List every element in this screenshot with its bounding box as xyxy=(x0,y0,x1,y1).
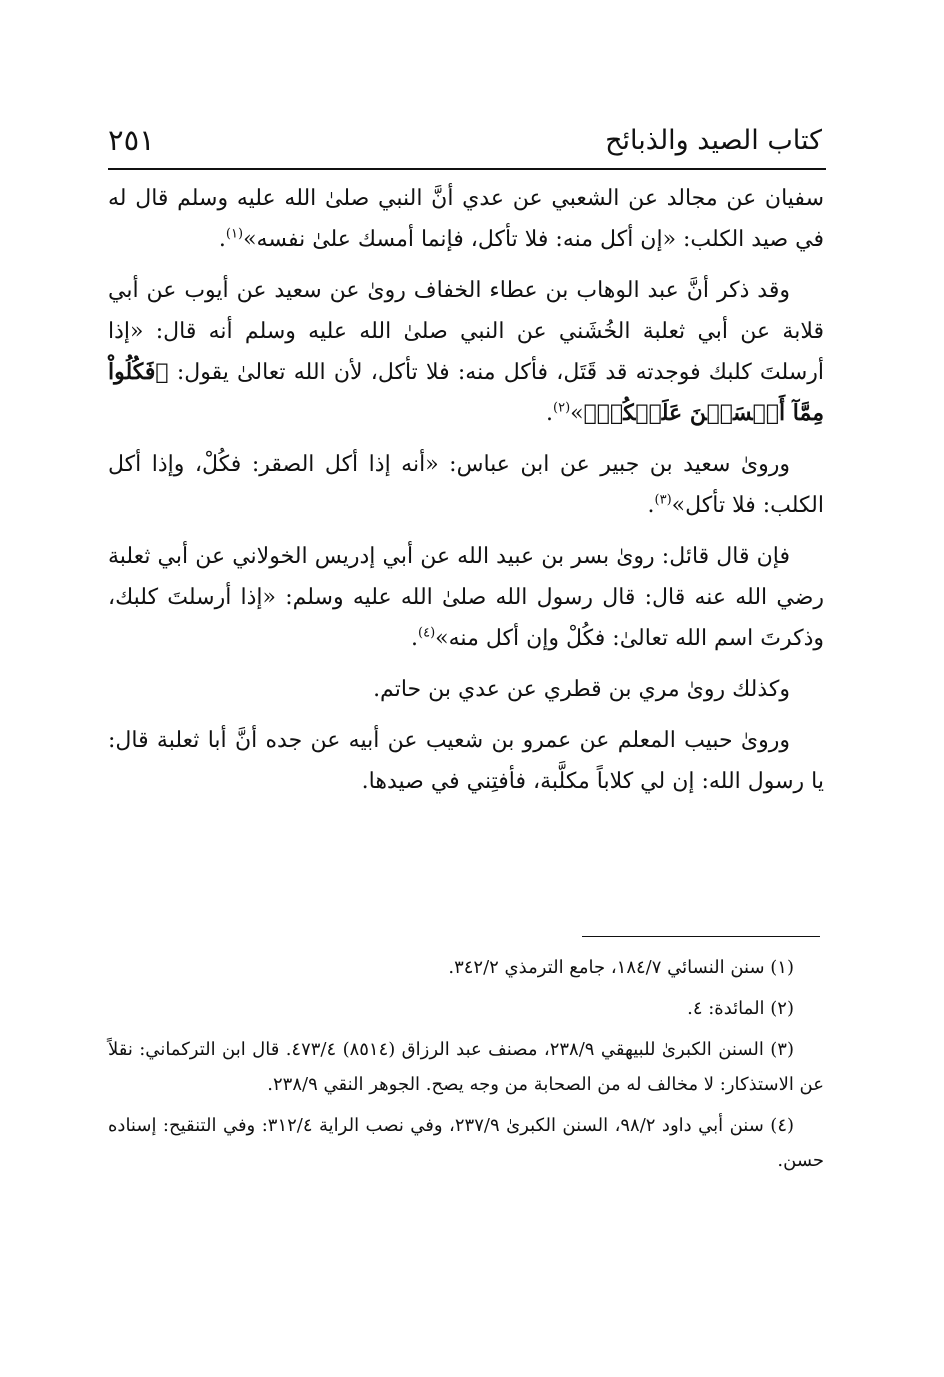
paragraph-6 xyxy=(108,720,824,802)
footnote-2: (٢) المائدة: ٤. xyxy=(687,998,794,1019)
footnote-ref-2: (٢) xyxy=(553,400,571,416)
footnote-ref-3: (٣) xyxy=(654,492,672,508)
footnote-4: (٤) سنن أبي داود ٩٨/٢، السنن الكبرىٰ ٢٣٧/٩، وفي نصب الراية ٣١٢/٤: وفي التنقيح: إسناده حسن. xyxy=(108,1115,824,1171)
paragraph-text: وقد ذكر أنَّ عبد الوهاب بن عطاء الخفاف روىٰ عن سعيد عن أيوب عن أبي قلابة عن أبي ثعلبة الخُشَني عن النبي صلىٰ الله عليه وسلم أنه قال: «إذا أرسلتَ كلبك فوجدته قد قَتَل، فأكل منه: فلا تأكل، لأن الله تعالىٰ يقول: xyxy=(108,278,824,385)
paragraph-end: . xyxy=(218,227,226,252)
quran-verse: ﴿فَكُلُواْ مِمَّآ أَمۡسَكۡنَ عَلَيۡكُمۡ﴾ xyxy=(108,359,824,426)
paragraph-4 xyxy=(108,536,824,659)
main-text xyxy=(108,178,824,812)
footnote-1: (١) سنن النسائي ١٨٤/٧، جامع الترمذي ٣٤٢/٢. xyxy=(448,957,794,978)
book-title: كتاب الصيد والذبائح xyxy=(605,124,822,156)
paragraph-3 xyxy=(108,444,824,526)
page-header xyxy=(108,116,822,164)
footnote-divider xyxy=(582,936,820,937)
paragraph-text: سفيان عن مجالد عن الشعبي عن عدي أنَّ النبي صلىٰ الله عليه وسلم قال له في صيد الكلب: «إن أكل منه: فلا تأكل، فإنما أمسك علىٰ نفسه» xyxy=(108,186,824,252)
paragraph-end: . xyxy=(411,626,419,651)
paragraph-text: وكذلك روىٰ مري بن قطري عن عدي بن حاتم. xyxy=(373,677,790,702)
paragraph-text: فإن قال قائل: روىٰ بسر بن عبيد الله عن أبي إدريس الخولاني عن أبي ثعلبة رضي الله عنه قال: قال رسول الله صلىٰ الله عليه وسلم: «إذا أرسلتَ كلبك، وذكرتَ اسم الله تعالىٰ: فكُلْ وإن أكل منه» xyxy=(108,544,824,651)
footnote-ref-4: (٤) xyxy=(418,625,436,641)
paragraph-5 xyxy=(108,669,824,710)
paragraph-end: . xyxy=(546,401,553,426)
footnote-3: (٣) السنن الكبرىٰ للبيهقي ٢٣٨/٩، مصنف عبد الرزاق (٨٥١٤) ٤٧٣/٤. قال ابن التركماني: نقلاً عن الاستذكار: لا مخالف له من الصحابة من وجه يصح. الجوهر النقي ٢٣٨/٩. xyxy=(108,1039,824,1095)
quote-close: » xyxy=(570,401,584,426)
paragraph-text: وروىٰ سعيد بن جبير عن ابن عباس: «أنه إذا أكل الصقر: فكُلْ، وإذا أكل الكلب: فلا تأكل» xyxy=(108,452,824,518)
paragraph-2 xyxy=(108,270,824,434)
paragraph-text: وروىٰ حبيب المعلم عن عمرو بن شعيب عن أبيه عن جده أنَّ أبا ثعلبة قال: يا رسول الله: إن لي كلاباً مكلَّبة، فأفتِني في صيدها. xyxy=(108,728,824,794)
page-number: ٢٥١ xyxy=(108,122,155,157)
header-divider xyxy=(108,168,826,170)
paragraph-1 xyxy=(108,178,824,260)
footnote-ref-1: (١) xyxy=(225,226,244,242)
paragraph-end: . xyxy=(647,493,655,518)
footnotes xyxy=(108,950,824,1184)
